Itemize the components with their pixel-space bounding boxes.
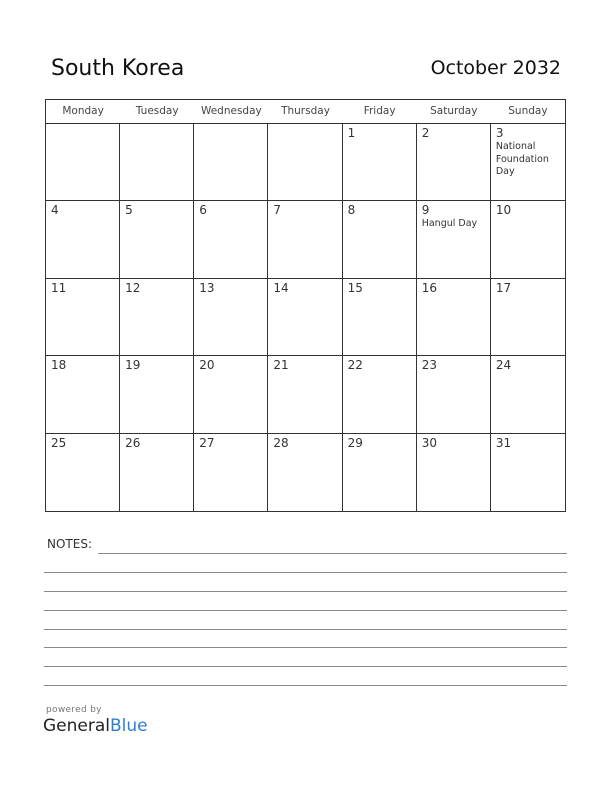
day-cell[interactable] xyxy=(417,124,491,201)
day-grid xyxy=(46,124,565,511)
note-line xyxy=(44,610,567,611)
day-cell[interactable] xyxy=(491,434,565,511)
day-number: 31 xyxy=(495,435,512,450)
day-number: 11 xyxy=(51,280,67,295)
day-cell[interactable] xyxy=(46,124,120,201)
day-cell[interactable] xyxy=(343,279,417,356)
day-cell[interactable] xyxy=(268,201,342,278)
weekday-tuesday: Tuesday xyxy=(135,105,179,117)
weekday-monday: Monday xyxy=(62,105,104,117)
day-cell[interactable] xyxy=(194,434,268,511)
day-number: 22 xyxy=(347,358,363,373)
day-number: 24 xyxy=(495,358,512,373)
weekday-sunday: Sunday xyxy=(508,105,548,117)
day-cell[interactable] xyxy=(120,279,194,356)
holiday-label: Hangul Day xyxy=(421,218,478,230)
day-number: 2 xyxy=(421,126,430,140)
day-number: 25 xyxy=(51,435,67,450)
day-number: 3 xyxy=(495,126,504,140)
day-cell[interactable] xyxy=(491,201,565,278)
day-cell[interactable] xyxy=(491,124,565,201)
day-cell[interactable] xyxy=(417,434,491,511)
brand-blue: Blue xyxy=(110,716,148,736)
day-cell[interactable] xyxy=(194,279,268,356)
note-line xyxy=(44,685,567,686)
day-cell[interactable] xyxy=(417,356,491,433)
calendar-grid xyxy=(45,99,566,512)
day-number: 4 xyxy=(51,203,59,218)
day-number: 14 xyxy=(273,280,289,295)
day-cell[interactable] xyxy=(491,356,565,433)
day-number: 19 xyxy=(125,358,141,373)
day-cell[interactable] xyxy=(268,356,342,433)
day-cell[interactable] xyxy=(46,434,120,511)
powered-by-text: powered by xyxy=(46,705,102,715)
day-cell[interactable] xyxy=(194,124,268,201)
brand-general: General xyxy=(43,716,110,736)
day-number: 26 xyxy=(125,435,141,450)
day-number: 8 xyxy=(347,203,356,218)
day-cell[interactable] xyxy=(194,201,268,278)
day-number: 13 xyxy=(199,280,215,295)
day-number: 5 xyxy=(125,203,133,218)
day-number: 28 xyxy=(273,435,289,450)
day-cell[interactable] xyxy=(343,124,417,201)
day-number: 16 xyxy=(421,280,437,295)
note-line xyxy=(44,666,567,667)
weekday-header-row xyxy=(46,100,565,124)
weekday-saturday: Saturday xyxy=(430,105,478,117)
weekday-friday: Friday xyxy=(363,105,396,117)
holiday-label: National Foundation Day xyxy=(495,141,549,177)
day-cell[interactable] xyxy=(268,124,342,201)
day-cell[interactable] xyxy=(120,201,194,278)
day-number: 23 xyxy=(421,358,437,373)
day-number: 20 xyxy=(199,358,215,373)
day-cell[interactable] xyxy=(343,201,417,278)
day-cell[interactable] xyxy=(343,356,417,433)
weekday-thursday: Thursday xyxy=(281,105,330,117)
note-line xyxy=(44,572,567,573)
day-cell[interactable] xyxy=(417,279,491,356)
country-title: South Korea xyxy=(51,56,185,81)
day-cell[interactable] xyxy=(120,434,194,511)
note-line xyxy=(44,591,567,592)
day-number: 27 xyxy=(199,435,215,450)
day-number: 6 xyxy=(199,203,207,218)
day-cell[interactable] xyxy=(491,279,565,356)
day-number: 29 xyxy=(347,435,363,450)
note-line xyxy=(44,647,567,648)
day-cell[interactable] xyxy=(194,356,268,433)
day-cell[interactable] xyxy=(46,356,120,433)
day-number: 17 xyxy=(495,280,512,295)
day-cell[interactable] xyxy=(268,279,342,356)
note-line xyxy=(44,629,567,630)
weekday-wednesday: Wednesday xyxy=(200,105,262,117)
month-title: October 2032 xyxy=(430,57,561,79)
day-number: 1 xyxy=(347,126,356,140)
day-number: 15 xyxy=(347,280,363,295)
day-cell[interactable] xyxy=(120,124,194,201)
day-number: 21 xyxy=(273,358,289,373)
day-cell[interactable] xyxy=(343,434,417,511)
day-number: 9 xyxy=(421,203,430,218)
day-cell[interactable] xyxy=(417,201,491,278)
day-number: 10 xyxy=(495,203,512,218)
day-cell[interactable] xyxy=(268,434,342,511)
brand-logo[interactable] xyxy=(43,716,148,736)
day-cell[interactable] xyxy=(46,201,120,278)
notes-label: NOTES: xyxy=(47,537,92,551)
day-number: 12 xyxy=(125,280,141,295)
day-cell[interactable] xyxy=(120,356,194,433)
day-number: 18 xyxy=(51,358,67,373)
day-cell[interactable] xyxy=(46,279,120,356)
note-line xyxy=(98,553,567,554)
day-number: 30 xyxy=(421,435,437,450)
day-number: 7 xyxy=(273,203,282,218)
